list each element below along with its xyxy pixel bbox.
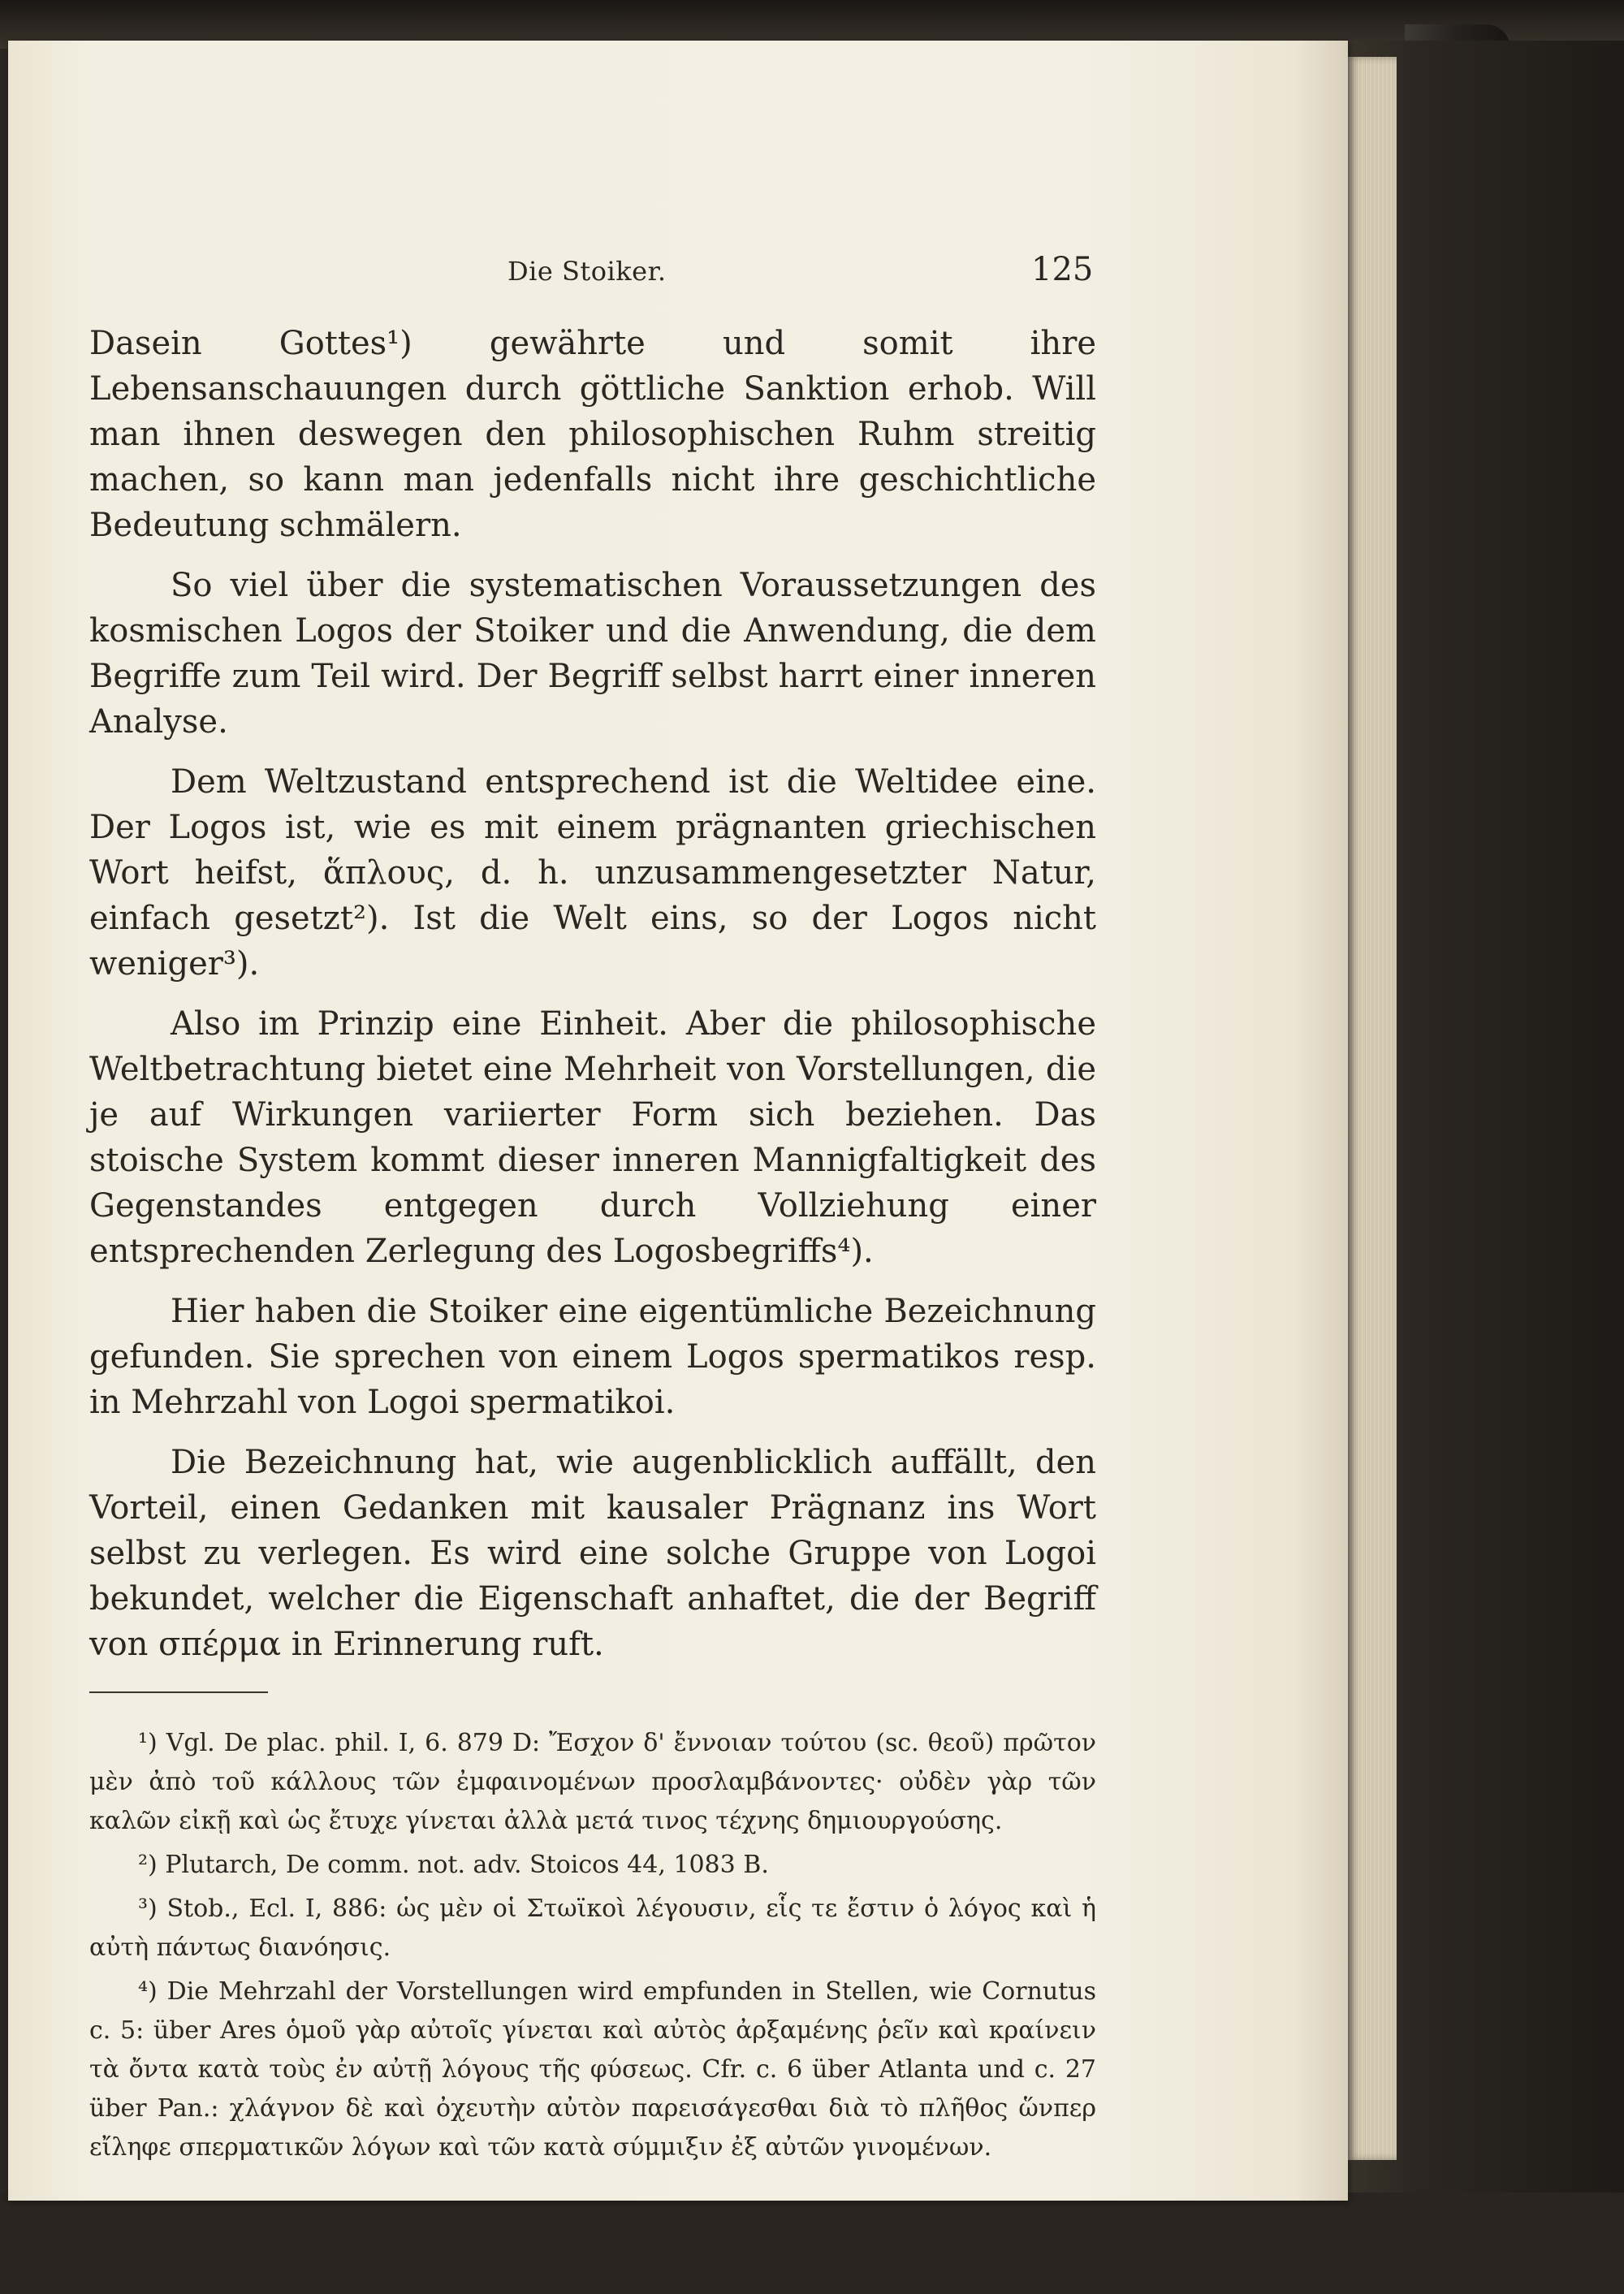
page-content [89, 215, 1096, 2172]
paragraph: Hier haben die Stoiker eine eigentümliche Bezeichnung gefunden. Sie sprechen von einem Logos spermatikos resp. in Mehrzahl von Logoi spermatikoi. [89, 1293, 1096, 1421]
footnote: ⁴) Die Mehrzahl der Vorstellungen wird empfunden in Stellen, wie Cornutus c. 5: über Ares ὁμοῦ γὰρ αὐτοῖς γίνεται καὶ αὐτὸς ἀρξαμένης ῥεῖν καὶ κραίνειν τὰ ὄντα κατὰ τοὺς ἐν αὐτῇ λόγους τῆς φύσεως. Cfr. c. 6 über Atlanta und c. 27 über Pan.: χλάγνον δὲ καὶ ὀχευτὴν αὐτὸν παρεισάγεσθαι διὰ τὸ πλῆθος ὥνπερ εἴληφε σπερματικῶν λόγων καὶ τῶν κατὰ σύμμιξιν ἐξ αὐτῶν γινομένων. [89, 1977, 1096, 2162]
footnote-divider [89, 1691, 268, 1693]
running-header [89, 215, 1096, 288]
paragraph: So viel über die systematischen Voraussetzungen des kosmischen Logos der Stoiker und die Anwendung, die dem Begriffe zum Teil wird. Der Begriff selbst harrt einer inneren Analyse. [89, 567, 1096, 741]
footnotes [89, 1724, 1096, 2167]
footnote: ²) Plutarch, De comm. not. adv. Stoicos 44, 1083 B. [138, 1851, 769, 1879]
body-text [89, 321, 1096, 1667]
page-stack-edge [1348, 57, 1397, 2160]
running-title: Die Stoiker. [508, 256, 667, 287]
footnote: ³) Stob., Ecl. I, 886: ὡς μὲν οἱ Στωϊκοὶ λέγουσιν, εἷς τε ἔστιν ὁ λόγος καὶ ἡ αὐτὴ πάντως διανόησις. [89, 1894, 1096, 1962]
book-page [8, 41, 1348, 2201]
scan-background-bottom [0, 2192, 1624, 2294]
paragraph: Dem Weltzustand entsprechend ist die Weltidee eine. Der Logos ist, wie es mit einem prägnanten griechischen Wort heifst, ἅπλους, d. h. unzusammengesetzter Natur, einfach gesetzt²). Ist die Welt eins, so der Logos nicht weniger³). [89, 763, 1096, 983]
paragraph: Die Bezeichnung hat, wie augenblicklich auffällt, den Vorteil, einen Gedanken mit kausaler Prägnanz ins Wort selbst zu verlegen. Es wird eine solche Gruppe von Logoi bekundet, welcher die Eigenschaft anhaftet, die der Begriff von σπέρμα in Erinnerung ruft. [89, 1444, 1096, 1663]
paragraph: Dasein Gottes¹) gewährte und somit ihre Lebensanschauungen durch göttliche Sanktion erhob. Will man ihnen deswegen den philosophischen Ruhm streitig machen, so kann man jedenfalls nicht ihre geschichtliche Bedeutung schmälern. [89, 325, 1096, 544]
page-number: 125 [1031, 251, 1094, 288]
footnote: ¹) Vgl. De plac. phil. I, 6. 879 D: Ἔσχον δ' ἔννοιαν τούτου (sc. θεοῦ) πρῶτον μὲν ἀπὸ τοῦ κάλλους τῶν ἐμφαινομένων προσλαμβάνοντες· οὐδὲν γὰρ τῶν καλῶν εἰκῇ καὶ ὡς ἔτυχε γίνεται ἀλλὰ μετά τινος τέχνης δημιουργούσης. [89, 1729, 1096, 1835]
paragraph: Also im Prinzip eine Einheit. Aber die philosophische Weltbetrachtung bietet eine Mehrheit von Vorstellungen, die je auf Wirkungen variierter Form sich beziehen. Das stoische System kommt dieser inneren Mannigfaltigkeit des Gegenstandes entgegen durch Vollziehung einer entsprechenden Zerlegung des Logosbegriffs⁴). [89, 1005, 1096, 1270]
